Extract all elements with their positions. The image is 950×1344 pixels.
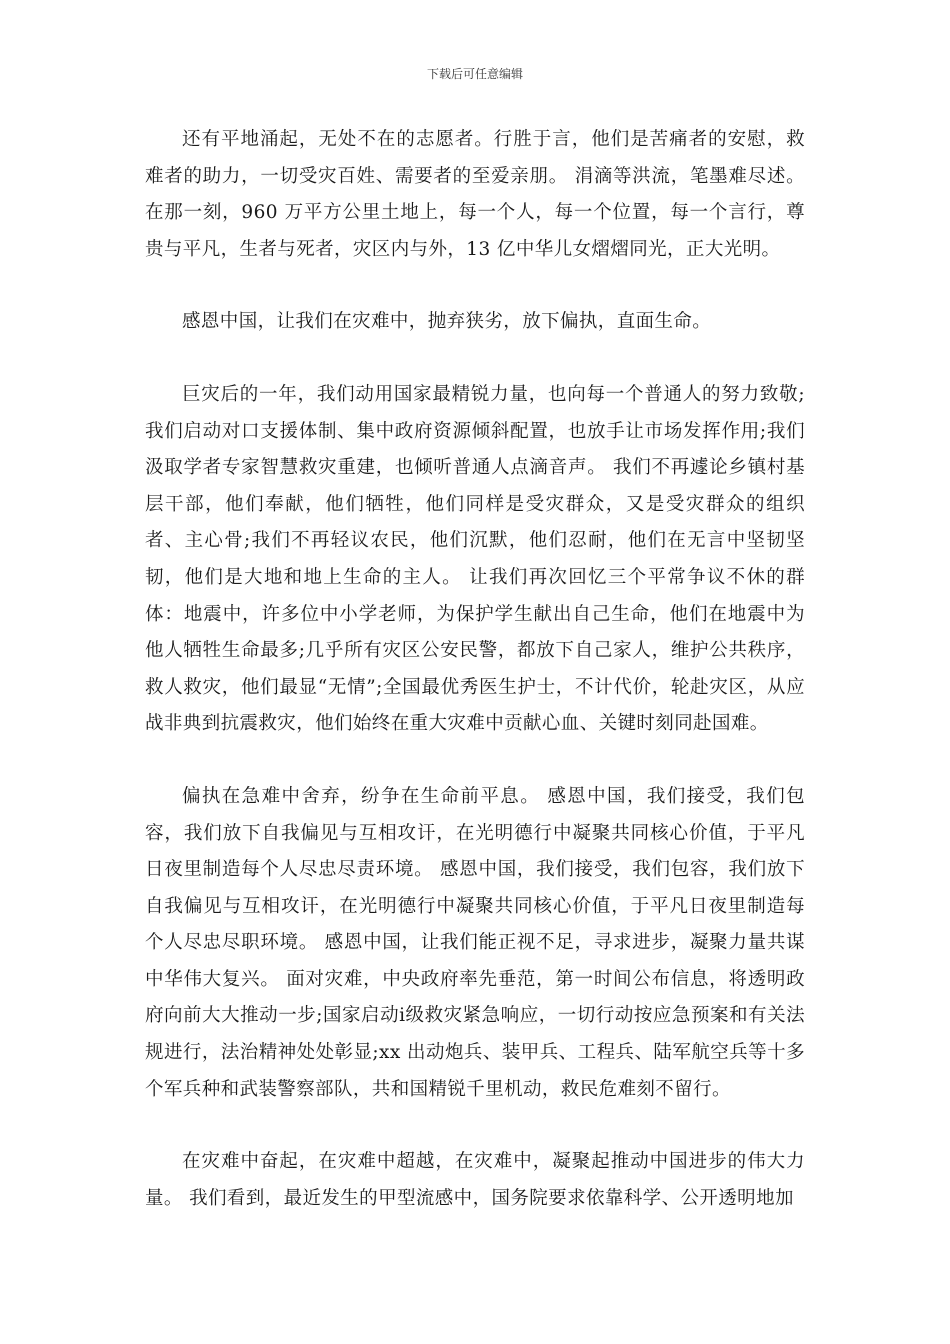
paragraph-disaster-year: 巨灾后的一年，我们动用国家最精锐力量，也向每一个普通人的努力致敬;我们启动对口支援体制、集中政府资源倾斜配置，也放手让市场发挥作用;我们汲取学者专家智慧救灾重建，也倾听普通人点滴音声。 我们不再遽论乡镇村基层干部，他们奉献，他们牺牲，他们同样是受灾群众，又是受灾群众的组织者、主心骨;我们不再轻议农民，他们沉默，他们忍耐，他们在无言中坚韧坚韧，他们是大地和地上生命的主人。 让我们再次回忆三个平常争议不休的群体：地震中，许多位中小学老师，为保护学生献出自己生命，他们在地震中为他人牺牲生命最多;几乎所有灾区公安民警，都放下自己家人，维护公共秩序，救人救灾，他们最显“无情”;全国最优秀医生护士，不计代价，轮赴灾区，从应战非典到抗震救灾，他们始终在重大灾难中贡献心血、关键时刻同赴国难。 [145,383,805,735]
document-body [145,122,805,1217]
page-header-caption: 下载后可任意编辑 [426,67,523,81]
paragraph-prejudice: 偏执在急难中舍弃，纷争在生命前平息。 感恩中国，我们接受，我们包容，我们放下自我偏见与互相攻讦，在光明德行中凝聚共同核心价值，于平凡日夜里制造每个人尽忠尽责环境。 感恩中国，我们接受，我们包容，我们放下自我偏见与互相攻讦，在光明德行中凝聚共同核心价值，于平凡日夜里制造每个人尽忠尽职环境。 感恩中国，让我们能正视不足，寻求进步，凝聚力量共谋中华伟大复兴。 面对灾难，中央政府率先垂范，第一时间公布信息，将透明政府向前大大推动一步;国家启动ⅰ级救灾紧急响应，一切行动按应急预案和有关法规进行，法治精神处处彰显;xx 出动炮兵、装甲兵、工程兵、陆军航空兵等十多个军兵种和武装警察部队，共和国精锐千里机动，救民危难刻不留行。 [145,785,805,1100]
paragraph-gratitude: 感恩中国，让我们在灾难中，抛弃狭劣，放下偏执，直面生命。 [182,311,712,333]
paragraph-volunteers: 还有平地涌起，无处不在的志愿者。行胜于言，他们是苦痛者的安慰，救难者的助力，一切受灾百姓、需要者的至爱亲朋。 涓滴等洪流，笔墨难尽述。在那一刻，960 万平方公里土地上，每一个人，每一个位置，每一个言行，尊贵与平凡，生者与死者，灾区内与外，13 亿中华儿女熠熠同光，正大光明。 [145,129,805,260]
paragraph-rise: 在灾难中奋起，在灾难中超越，在灾难中，凝聚起推动中国进步的伟大力量。 我们看到，最近发生的甲型流感中，国务院要求依靠科学、公开透明地加 [145,1151,805,1209]
